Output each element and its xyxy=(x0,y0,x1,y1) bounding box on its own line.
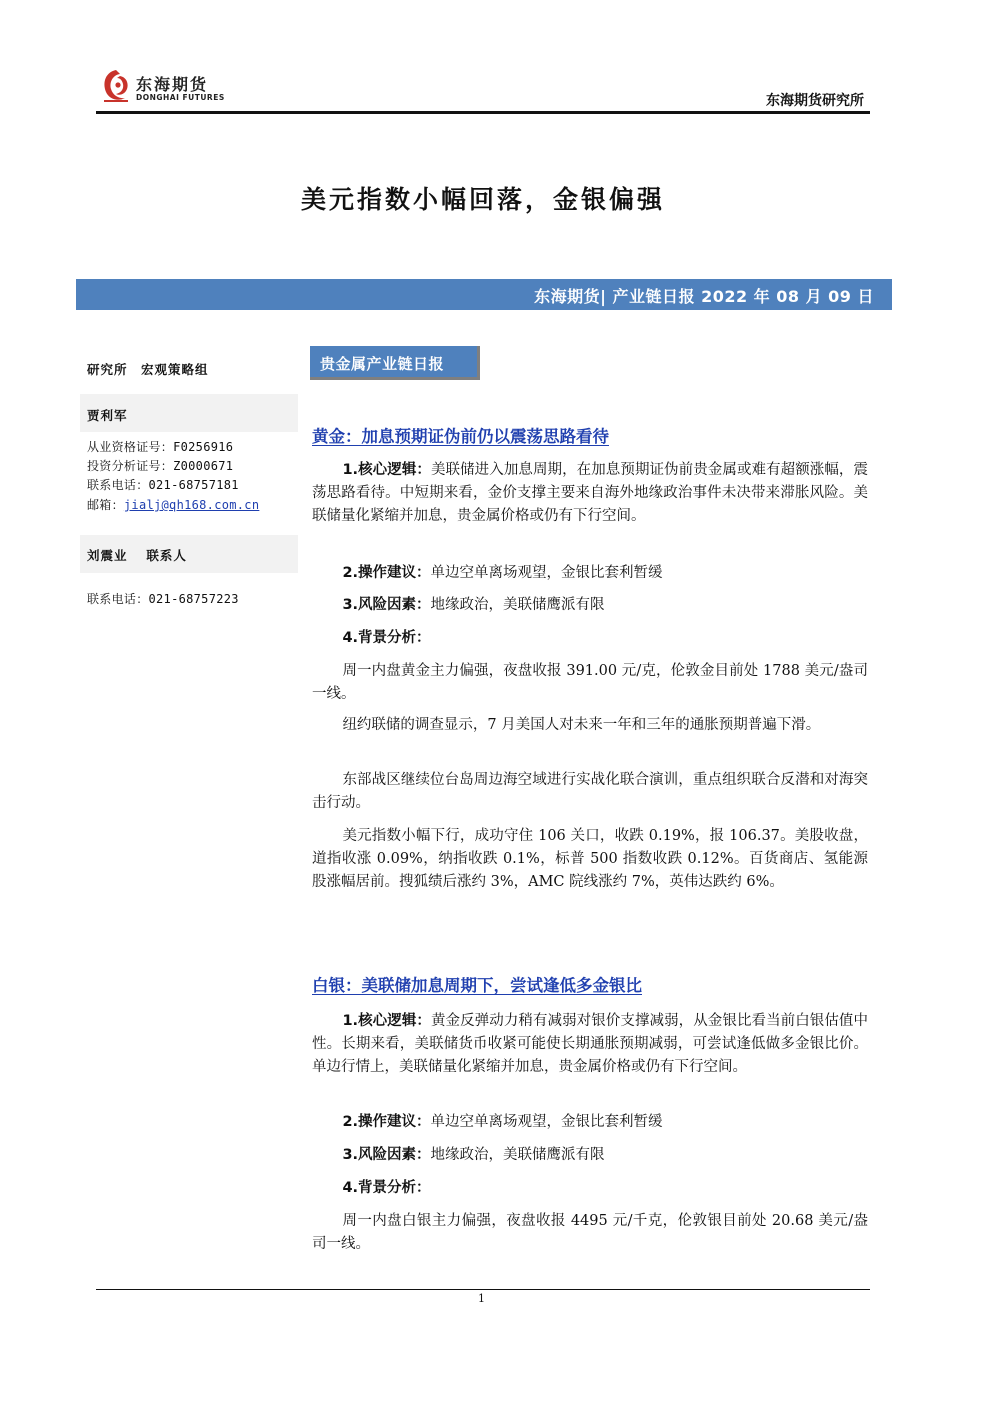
silver-logic-text: 黄金反弹动力稍有减弱对银价支撑减弱，从金银比看当前白银估值中性。长期来看，美联储货币收紧可能使长期通胀预期减弱，可尝试逢低做多金银比价。单边行情上，美联储量化紧缩并加息，贵金属价格或仍有下行空间。 xyxy=(312,1013,868,1075)
silver-advice-text: 单边空单离场观望，金银比套利暂缓 xyxy=(430,1114,663,1130)
gold-bg-paragraph-1: 周一内盘黄金主力偏强，夜盘收报 391.00 元/克，伦敦金目前处 1788 美元/盎司一线。 xyxy=(312,663,868,702)
silver-risk-text: 地缘政治，美联储鹰派有限 xyxy=(430,1147,605,1163)
gold-bg-paragraph-3: 东部战区继续位台岛周边海空域进行实战化联合演训，重点组织联合反潜和对海突击行动。 xyxy=(312,772,868,811)
gold-bg-paragraph-4: 美元指数小幅下行，成功守住 106 关口，收跌 0.19%，报 106.37。美股收盘，道指收涨 0.09%，纳指收跌 0.1%，标普 500 指数收跌 0.12%。百货商店、氢能源股涨幅居前。搜狐绩后涨约 3%，AMC 院线涨约 7%，英伟达跌约 6%。 xyxy=(312,828,868,890)
silver-bg-paragraph-1: 周一内盘白银主力偏强，夜盘收报 4495 元/千克，伦敦银目前处 20.68 美元/盎司一线。 xyxy=(312,1213,868,1252)
sidebar-email-label: 邮箱： xyxy=(87,498,124,512)
silver-risk-paragraph xyxy=(312,1144,868,1167)
sidebar-email-row xyxy=(87,496,259,513)
silver-risk-label: 3.风险因素： xyxy=(342,1147,431,1163)
sidebar-invest-cert: 投资分析证号：Z0000671 xyxy=(87,459,234,473)
gold-bg-heading xyxy=(312,627,868,650)
logo-english-text: DONGHAI FUTURES xyxy=(136,93,225,102)
logo-chinese-text: 东海期货 xyxy=(136,75,209,94)
sidebar-email-link[interactable]: jialj@qh168.com.cn xyxy=(123,498,260,512)
silver-heading: 白银：美联储加息周期下，尝试逢低多金银比 xyxy=(312,976,642,995)
silver-bg-heading xyxy=(312,1177,868,1200)
gold-logic-text: 美联储进入加息周期，在加息预期证伪前贵金属或难有超额涨幅，震荡思路看待。中短期来看，金价支撑主要来自海外地缘政治事件未决带来滞胀风险。美联储量化紧缩并加息，贵金属价格或仍有下行空间。 xyxy=(312,462,868,524)
sidebar-contact-phone: 联系电话：021-68757223 xyxy=(87,592,239,606)
gold-advice-label: 2.操作建议： xyxy=(342,565,431,581)
report-banner xyxy=(76,279,892,310)
sidebar-contact-name: 刘震业 联系人 xyxy=(87,548,187,563)
gold-advice-paragraph xyxy=(312,562,868,585)
sidebar-analyst-name: 贾利军 xyxy=(87,408,128,423)
gold-bg-label: 4.背景分析： xyxy=(342,630,431,646)
gold-risk-text: 地缘政治，美联储鹰派有限 xyxy=(430,597,605,613)
company-logo xyxy=(98,66,228,110)
sidebar-department: 研究所 宏观策略组 xyxy=(87,362,209,377)
gold-heading: 黄金：加息预期证伪前仍以震荡思路看待 xyxy=(312,427,609,446)
gold-risk-paragraph xyxy=(312,594,868,617)
gold-advice-text: 单边空单离场观望，金银比套利暂缓 xyxy=(430,565,663,581)
gold-risk-label: 3.风险因素： xyxy=(342,597,431,613)
gold-logic-label: 1.核心逻辑： xyxy=(342,462,431,478)
section-tag xyxy=(310,346,480,380)
gold-bg-paragraph-2: 纽约联储的调查显示，7 月美国人对未来一年和三年的通胀预期普遍下滑。 xyxy=(342,717,821,733)
silver-logic-label: 1.核心逻辑： xyxy=(342,1013,431,1029)
sidebar-phone: 联系电话：021-68757181 xyxy=(87,478,239,492)
gold-logic-paragraph xyxy=(312,459,868,528)
footer-divider xyxy=(96,1289,870,1290)
sidebar-qualification: 从业资格证号：F0256916 xyxy=(87,440,234,454)
silver-advice-label: 2.操作建议： xyxy=(342,1114,431,1130)
silver-logic-paragraph xyxy=(312,1010,868,1079)
section-tag-label: 贵金属产业链日报 xyxy=(320,355,445,373)
silver-advice-paragraph xyxy=(312,1111,868,1134)
dragon-logo-icon xyxy=(98,66,134,106)
silver-bg-label: 4.背景分析： xyxy=(342,1180,431,1196)
report-title: 美元指数小幅回落，金银偏强 xyxy=(300,185,665,214)
header-divider xyxy=(96,111,870,114)
banner-text: 东海期货| 产业链日报 2022 年 08 月 09 日 xyxy=(534,287,874,306)
header-institute: 东海期货研究所 xyxy=(766,93,864,109)
page-number: 1 xyxy=(478,1292,485,1305)
